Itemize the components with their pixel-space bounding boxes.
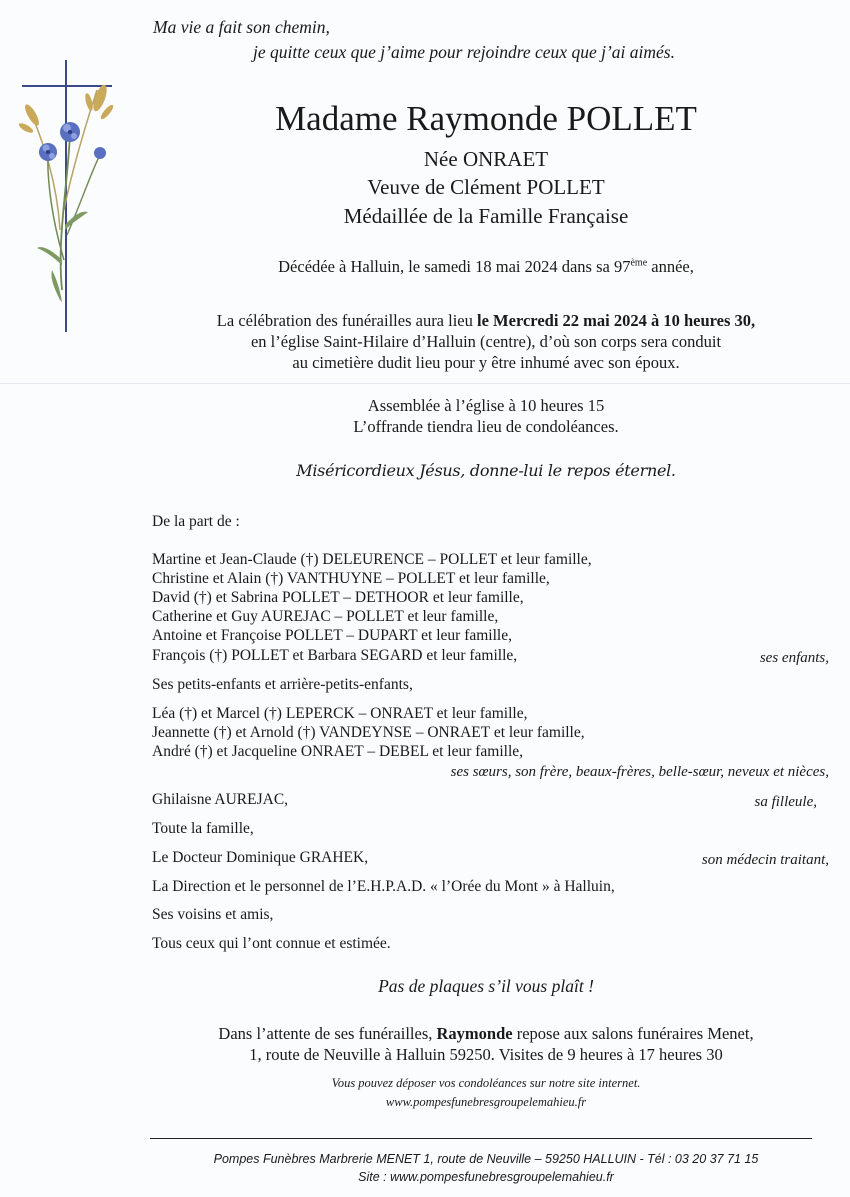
no-plaques: Pas de plaques s’il vous plaît ! — [378, 976, 594, 996]
footer-website[interactable]: Site : www.pompesfunebresgroupelemahieu.fr — [358, 1170, 614, 1184]
children-role: ses enfants, — [759, 650, 829, 666]
deceased-name: Madame Raymonde POLLET — [275, 99, 697, 138]
neighbors: Ses voisins et amis, — [152, 906, 274, 923]
child-line: Christine et Alain (†) VANTHUYNE – POLLET et leur famille, — [152, 570, 550, 587]
footer-company: Pompes Funèbres Marbrerie MENET 1, route de Neuville – 59250 HALLUIN - Tél : 03 20 37 71 15 — [213, 1152, 759, 1166]
rest-line-2: 1, route de Neuville à Halluin 59250. Visites de 9 heures à 17 heures 30 — [249, 1045, 723, 1064]
sibling-line: Jeannette (†) et Arnold (†) VANDEYNSE – ONRAET et leur famille, — [152, 724, 585, 741]
child-line: Catherine et Guy AUREJAC – POLLET et leur famille, — [152, 608, 499, 625]
epigraph-line-2: je quitte ceux que j’aime pour rejoindre ceux que j’ai aimés. — [253, 42, 675, 62]
goddaughter-role: sa filleule, — [754, 794, 817, 810]
footer-divider — [150, 1138, 812, 1139]
child-line: David (†) et Sabrina POLLET – DETHOOR et leur famille, — [152, 589, 524, 606]
widow-of: Veuve de Clément POLLET — [367, 175, 605, 199]
epigraph-line-1: Ma vie a fait son chemin, — [153, 17, 330, 37]
funeral-line-2: en l’église Saint-Hilaire d’Halluin (centre), d’où son corps sera conduit — [250, 332, 722, 351]
all-acquaintances: Tous ceux qui l’ont connue et estimée. — [152, 935, 391, 952]
sibling-line: Léa (†) et Marcel (†) LEPERCK – ONRAET et leur famille, — [152, 705, 528, 722]
medal: Médaillée de la Famille Française — [343, 204, 629, 228]
child-line: Martine et Jean-Claude (†) DELEURENCE – POLLET et leur famille, — [152, 551, 592, 568]
family: Toute la famille, — [152, 820, 254, 837]
prayer: Miséricordieux Jésus, donne-lui le repos éternel. — [296, 461, 676, 480]
doctor-role: son médecin traitant, — [701, 852, 829, 868]
child-line: François (†) POLLET et Barbara SEGARD et leur famille, — [152, 647, 518, 664]
sibling-line: André (†) et Jacqueline ONRAET – DEBEL et leur famille, — [152, 743, 524, 760]
doctor: Le Docteur Dominique GRAHEK, — [152, 849, 369, 866]
child-line: Antoine et Françoise POLLET – DUPART et leur famille, — [152, 627, 512, 644]
funeral-line-1: La célébration des funérailles aura lieu le Mercredi 22 mai 2024 à 10 heures 30, — [216, 311, 756, 330]
rest-line-1: Dans l’attente de ses funérailles, Raymonde repose aux salons funéraires Menet, — [218, 1024, 754, 1043]
fold-line — [0, 383, 850, 384]
ehpad: La Direction et le personnel de l’E.H.P.A.D. « l’Orée du Mont » à Halluin, — [152, 878, 615, 895]
from-label: De la part de : — [152, 513, 240, 530]
death-date: Décédée à Halluin, le samedi 18 mai 2024 dans sa 97ème année, — [278, 257, 694, 276]
assembly-line-2: L’offrande tiendra lieu de condoléances. — [353, 417, 619, 436]
funeral-line-3: au cimetière dudit lieu pour y être inhumé avec son époux. — [292, 353, 680, 372]
assembly-line-1: Assemblée à l’église à 10 heures 15 — [367, 396, 605, 415]
goddaughter: Ghilaisne AUREJAC, — [152, 791, 289, 808]
condolences-line-1: Vous pouvez déposer vos condoléances sur notre site internet. — [331, 1076, 641, 1090]
condolences-website[interactable]: www.pompesfunebresgroupelemahieu.fr — [385, 1095, 587, 1109]
grandchildren: Ses petits-enfants et arrière-petits-enfants, — [152, 676, 413, 693]
maiden-name: Née ONRAET — [423, 147, 549, 171]
siblings-role: ses sœurs, son frère, beaux-frères, belle-sœur, neveux et nièces, — [450, 764, 829, 780]
